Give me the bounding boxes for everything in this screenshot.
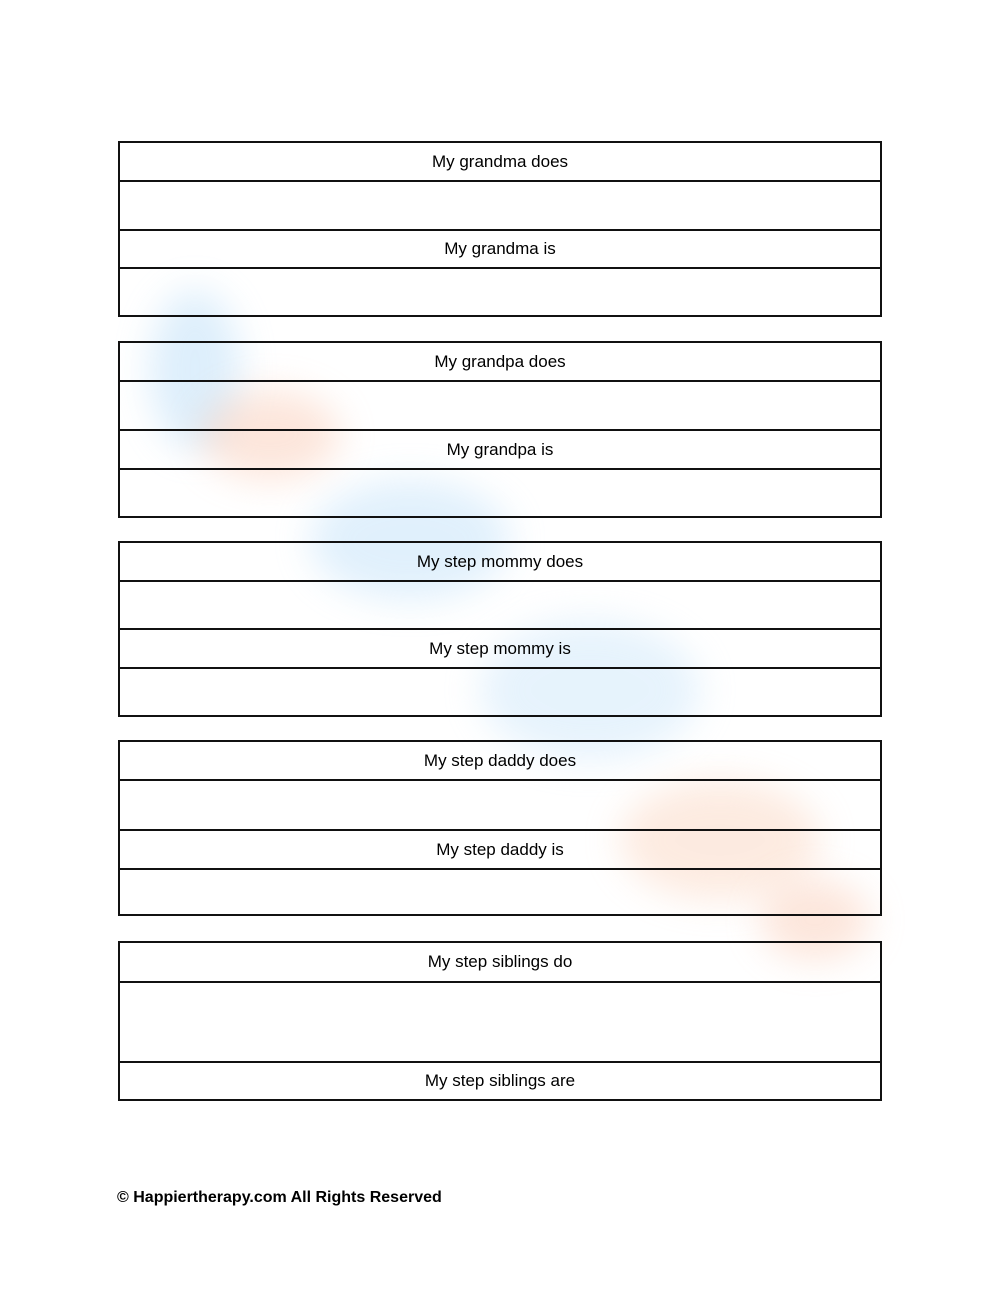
prompt-row bbox=[120, 143, 880, 182]
prompt-row bbox=[120, 431, 880, 470]
prompt-row bbox=[120, 231, 880, 269]
prompt-label: My grandma is bbox=[444, 239, 556, 258]
prompt-row bbox=[120, 343, 880, 382]
answer-row[interactable] bbox=[120, 983, 880, 1063]
copyright-footer: © Happiertherapy.com All Rights Reserved bbox=[117, 1189, 442, 1206]
prompt-label: My grandma does bbox=[431, 151, 569, 171]
answer-row[interactable] bbox=[120, 781, 880, 831]
answer-row[interactable] bbox=[120, 269, 880, 315]
answer-row[interactable] bbox=[120, 470, 880, 516]
answer-row[interactable] bbox=[120, 669, 880, 715]
prompt-row bbox=[120, 831, 880, 870]
grandma-table bbox=[118, 141, 882, 317]
prompt-label: My step siblings are bbox=[424, 1071, 576, 1090]
answer-row[interactable] bbox=[120, 182, 880, 231]
grandpa-table bbox=[118, 341, 882, 518]
prompt-label: My step mommy is bbox=[429, 638, 571, 658]
step-mommy-table bbox=[118, 541, 882, 717]
prompt-row bbox=[120, 1063, 880, 1099]
prompt-label: My grandpa is bbox=[446, 439, 554, 459]
prompt-row bbox=[120, 630, 880, 669]
prompt-label: My step mommy does bbox=[416, 551, 584, 571]
answer-row[interactable] bbox=[120, 382, 880, 431]
prompt-label: My step daddy does bbox=[423, 750, 577, 770]
step-siblings-table bbox=[118, 941, 882, 1101]
answer-row[interactable] bbox=[120, 870, 880, 914]
prompt-row bbox=[120, 742, 880, 781]
prompt-label: My step siblings do bbox=[427, 952, 573, 971]
prompt-label: My grandpa does bbox=[434, 351, 566, 371]
answer-row[interactable] bbox=[120, 582, 880, 630]
step-daddy-table bbox=[118, 740, 882, 916]
prompt-row bbox=[120, 543, 880, 582]
prompt-row bbox=[120, 943, 880, 983]
prompt-label: My step daddy is bbox=[436, 839, 564, 859]
